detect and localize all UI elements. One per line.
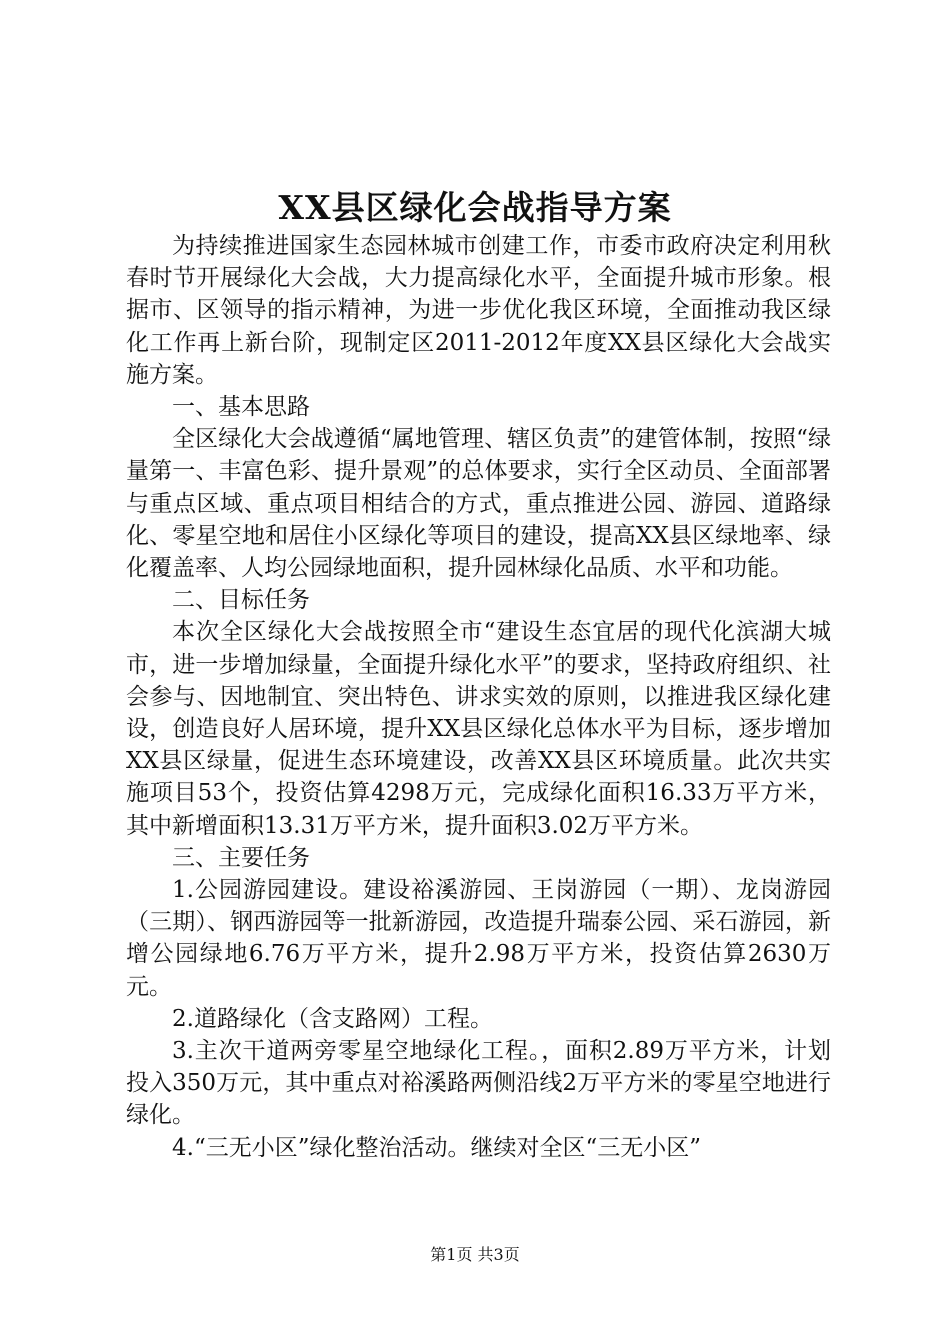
page-footer: 第1页 共3页 xyxy=(430,1245,520,1264)
intro-paragraph: 为持续推进国家生态园林城市创建工作，市委市政府决定利用秋春时节开展绿化大会战，大力提高绿化水平，全面提升城市形象。根据市、区领导的指示精神，为进一步优化我区环境，全面推动我区绿化工作再上新台阶，现制定区2011-2012年度XX县区绿化大会战实施方案。 xyxy=(126,233,831,388)
task-item-4: 4.“三无小区”绿化整治活动。继续对全区“三无小区” xyxy=(172,1134,701,1161)
basic-thinking-paragraph: 全区绿化大会战遵循“属地管理、辖区负责”的建管体制，按照“绿量第一、丰富色彩、提升景观”的总体要求，实行全区动员、全面部署与重点区域、重点项目相结合的方式，重点推进公园、游园、道路绿化、零星空地和居住小区绿化等项目的建设，提高XX县区绿地率、绿化覆盖率、人均公园绿地面积，提升园林绿化品质、水平和功能。 xyxy=(126,426,831,582)
task-item-2: 2.道路绿化（含支路网）工程。 xyxy=(172,1005,493,1032)
goals-paragraph: 本次全区绿化大会战按照全市“建设生态宜居的现代化滨湖大城市，进一步增加绿量，全面提升绿化水平”的要求，坚持政府组织、社会参与、因地制宜、突出特色、讲求实效的原则，以推进我区绿化建设，创造良好人居环境，提升XX县区绿化总体水平为目标，逐步增加XX县区绿量，促进生态环境建设，改善XX县区环境质量。此次共实施项目53个，投资估算4298万元，完成绿化面积16.33万平方米，其中新增面积13.31万平方米，提升面积3.02万平方米。 xyxy=(126,619,831,839)
section-heading-main-tasks: 三、主要任务 xyxy=(172,844,310,871)
task-item-1: 1.公园游园建设。建设裕溪游园、王岗游园（一期）、龙岗游园（三期）、钢西游园等一批新游园，改造提升瑞泰公园、采石游园，新增公园绿地6.76万平方米，提升2.98万平方米，投资估算2630万元。 xyxy=(126,877,831,1000)
section-heading-goals: 二、目标任务 xyxy=(172,587,310,614)
document-body xyxy=(126,230,831,1164)
section-heading-basic-thinking: 一、基本思路 xyxy=(172,394,310,421)
task-item-3: 3.主次干道两旁零星空地绿化工程。，面积2.89万平方米，计划投入350万元，其中重点对裕溪路两侧沿线2万平方米的零星空地进行绿化。 xyxy=(126,1038,831,1129)
document-title: XX县区绿化会战指导方案 xyxy=(278,188,672,227)
